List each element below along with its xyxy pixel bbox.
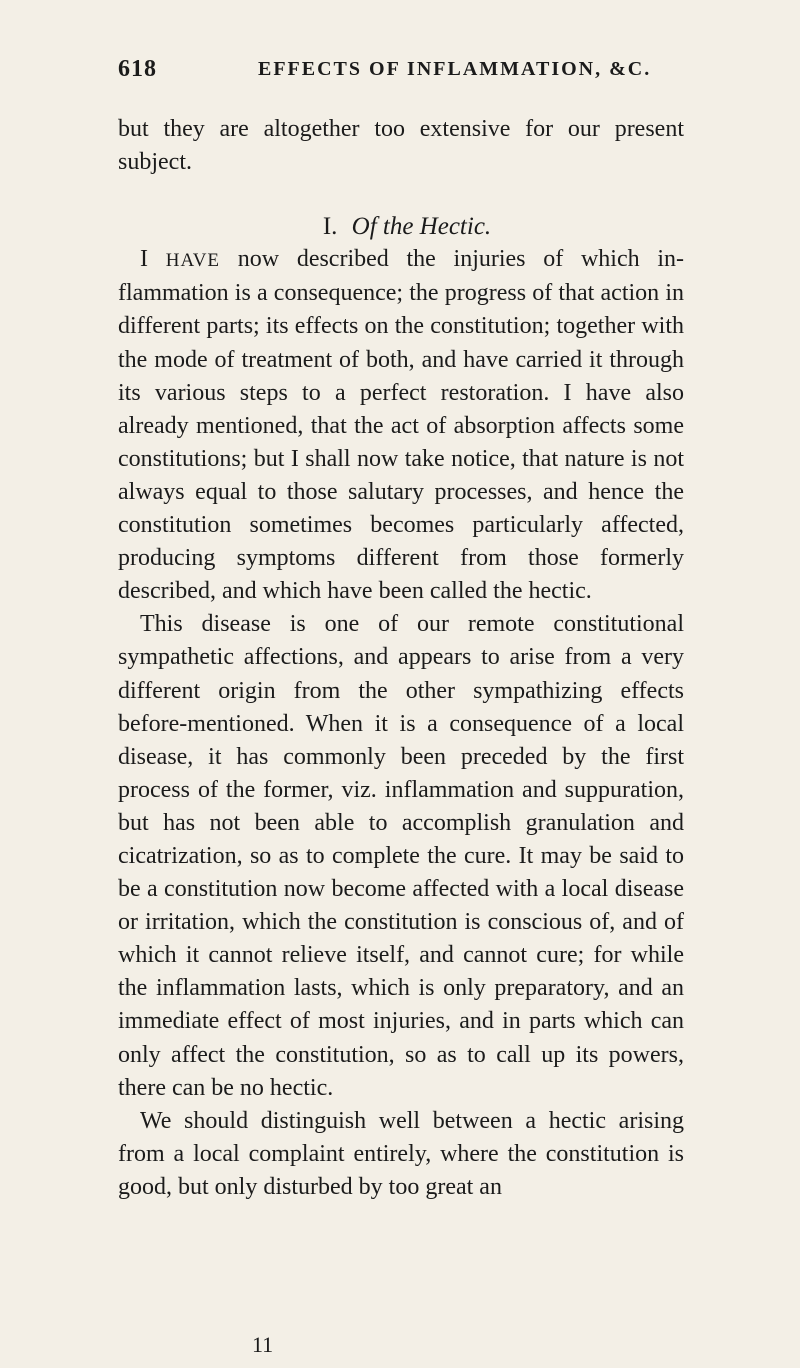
- signature-mark: 11: [252, 1332, 274, 1357]
- running-head: [118, 56, 678, 90]
- paragraph-1-lead: I: [140, 246, 148, 273]
- paragraph-1-text: now described the injuries of which inflammation is a consequence; the progress of that action in different parts; its effects on the constitution; together with the mode of treatment of both, and have carried it through its various steps to a perfect restoration. I have also already mentioned, that the act of absorption affects some constitutions; but I shall now take notice, that nature is not always equal to those salutary processes, and hence the constitution sometimes becomes particularly affected, producing symptoms different from those formerly described, and which have been called the hectic.: [118, 246, 684, 605]
- paragraph-1-smallcaps: HAVE: [165, 250, 221, 272]
- section-numeral: I.: [322, 213, 338, 241]
- section-title: Of the Hectic.: [351, 213, 492, 241]
- paragraph-3: We should distinguish well between a hectic arising from a local complaint entirely, where the constitution is good, but only disturbed by too great an: [118, 1107, 684, 1200]
- body-text: [118, 113, 684, 1204]
- section-heading: [118, 210, 684, 243]
- paragraph-2: This disease is one of our remote constitutional sympathetic affections, and appears to arise from a very different origin from the other sympathizing effects before-mentioned. When it is a consequence of a local disease, it has commonly been preceded by the first process of the former, viz. inflammation and suppuration, but has not been able to accomplish granulation and cicatrization, so as to complete the cure. It may be said to be a constitution now become affected with a local disease or irritation, which the constitution is conscious of, and of which it cannot relieve itself, and cannot cure; for while the inflammation lasts, which is only preparatory, and an immediate effect of most injuries, and in parts which can only affect the constitution, so as to call up its powers, there can be no hectic.: [118, 611, 684, 1101]
- page-number: 618: [118, 56, 157, 82]
- running-title: EFFECTS OF INFLAMMATION, &C.: [258, 58, 652, 80]
- paragraph-1: [118, 243, 684, 608]
- intro-paragraph: but they are altogether too extensive for our present subject.: [118, 116, 684, 176]
